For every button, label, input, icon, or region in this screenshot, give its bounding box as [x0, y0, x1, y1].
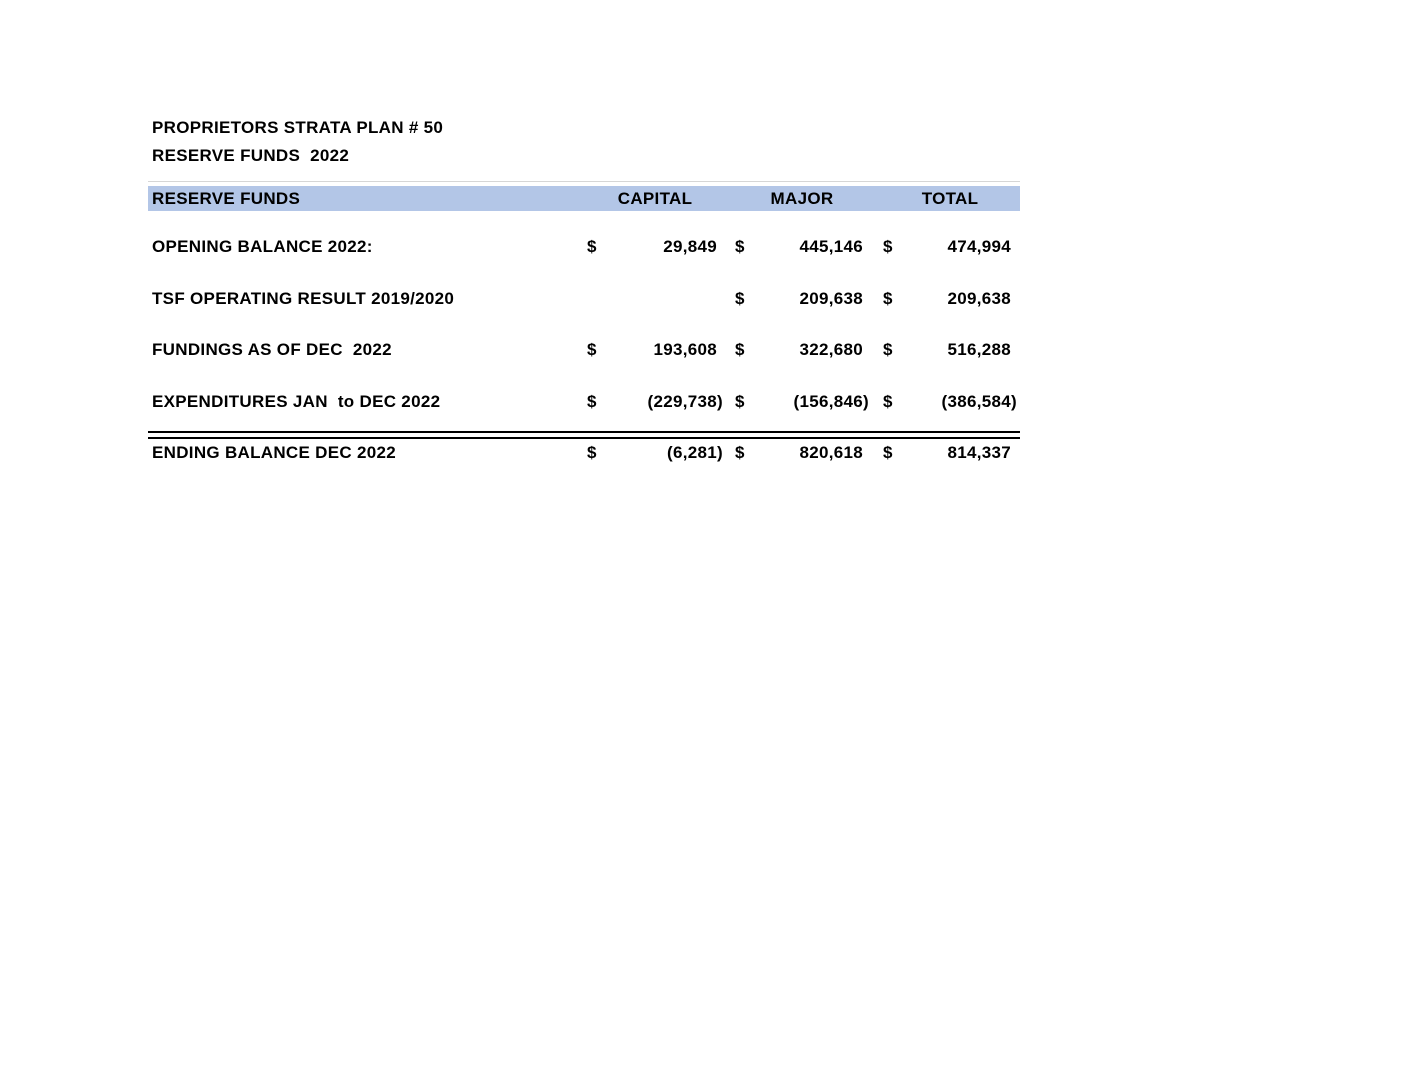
- header-reserve-funds: RESERVE FUNDS: [152, 188, 301, 208]
- col-spacer: [869, 393, 883, 411]
- double-rule: [148, 431, 1020, 439]
- amount-total: 814,337: [947, 443, 1011, 462]
- amount-total: 474,994: [947, 237, 1011, 256]
- table-row-fundings: [148, 341, 1020, 359]
- row-label: ENDING BALANCE DEC 2022: [152, 443, 397, 462]
- dollar-sign: $: [735, 392, 745, 411]
- col-spacer: [723, 341, 735, 359]
- col-spacer: [869, 341, 883, 359]
- dollar-sign: $: [587, 340, 597, 359]
- col-spacer: [1017, 393, 1020, 411]
- doc-subtitle: RESERVE FUNDS 2022: [152, 146, 350, 165]
- dollar-sign: $: [735, 289, 745, 308]
- amount-major: 322,680: [799, 340, 863, 359]
- col-spacer: [723, 238, 735, 256]
- title-block: [152, 114, 443, 170]
- col-spacer: [869, 290, 883, 308]
- col-spacer: [1017, 341, 1020, 359]
- dollar-sign: $: [883, 340, 893, 359]
- header-capital: CAPITAL: [617, 188, 693, 208]
- dollar-sign: $: [883, 289, 893, 308]
- row-label: EXPENDITURES JAN to DEC 2022: [152, 392, 441, 411]
- table-header-row: [148, 186, 1020, 211]
- col-spacer: [1017, 290, 1020, 308]
- table-row-tsf-operating-result: [148, 290, 1020, 308]
- header-top-rule: [148, 181, 1020, 182]
- dollar-sign: [587, 290, 607, 308]
- amount-capital: [607, 290, 723, 308]
- row-label: OPENING BALANCE 2022:: [152, 237, 373, 256]
- dollar-sign: $: [735, 340, 745, 359]
- dollar-sign: $: [883, 237, 893, 256]
- col-spacer: [1017, 238, 1020, 256]
- header-major: MAJOR: [770, 188, 834, 208]
- dollar-sign: $: [735, 443, 745, 462]
- table-row-ending-balance: [148, 444, 1020, 462]
- col-spacer: [869, 238, 883, 256]
- amount-major: 209,638: [799, 289, 863, 308]
- col-spacer: [723, 393, 735, 411]
- col-spacer: [1017, 444, 1020, 462]
- amount-major: 445,146: [799, 237, 863, 256]
- row-label: FUNDINGS AS OF DEC 2022: [152, 340, 392, 359]
- dollar-sign: $: [587, 443, 597, 462]
- amount-total: (386,584): [941, 392, 1017, 411]
- dollar-sign: $: [883, 443, 893, 462]
- amount-major: (156,846): [793, 392, 869, 411]
- dollar-sign: $: [883, 392, 893, 411]
- doc-title: PROPRIETORS STRATA PLAN # 50: [152, 118, 444, 137]
- row-label: TSF OPERATING RESULT 2019/2020: [152, 289, 455, 308]
- amount-total: 209,638: [947, 289, 1011, 308]
- col-spacer: [869, 444, 883, 462]
- amount-total: 516,288: [947, 340, 1011, 359]
- col-spacer: [723, 444, 735, 462]
- dollar-sign: $: [587, 392, 597, 411]
- col-spacer: [723, 290, 735, 308]
- amount-capital: 193,608: [653, 340, 717, 359]
- amount-capital: (229,738): [647, 392, 723, 411]
- amount-capital: 29,849: [663, 237, 717, 256]
- table-row-opening-balance: [148, 238, 1020, 256]
- amount-major: 820,618: [799, 443, 863, 462]
- dollar-sign: $: [587, 237, 597, 256]
- header-total: TOTAL: [921, 188, 979, 208]
- amount-capital: (6,281): [667, 443, 723, 462]
- dollar-sign: $: [735, 237, 745, 256]
- table-row-expenditures: [148, 393, 1020, 411]
